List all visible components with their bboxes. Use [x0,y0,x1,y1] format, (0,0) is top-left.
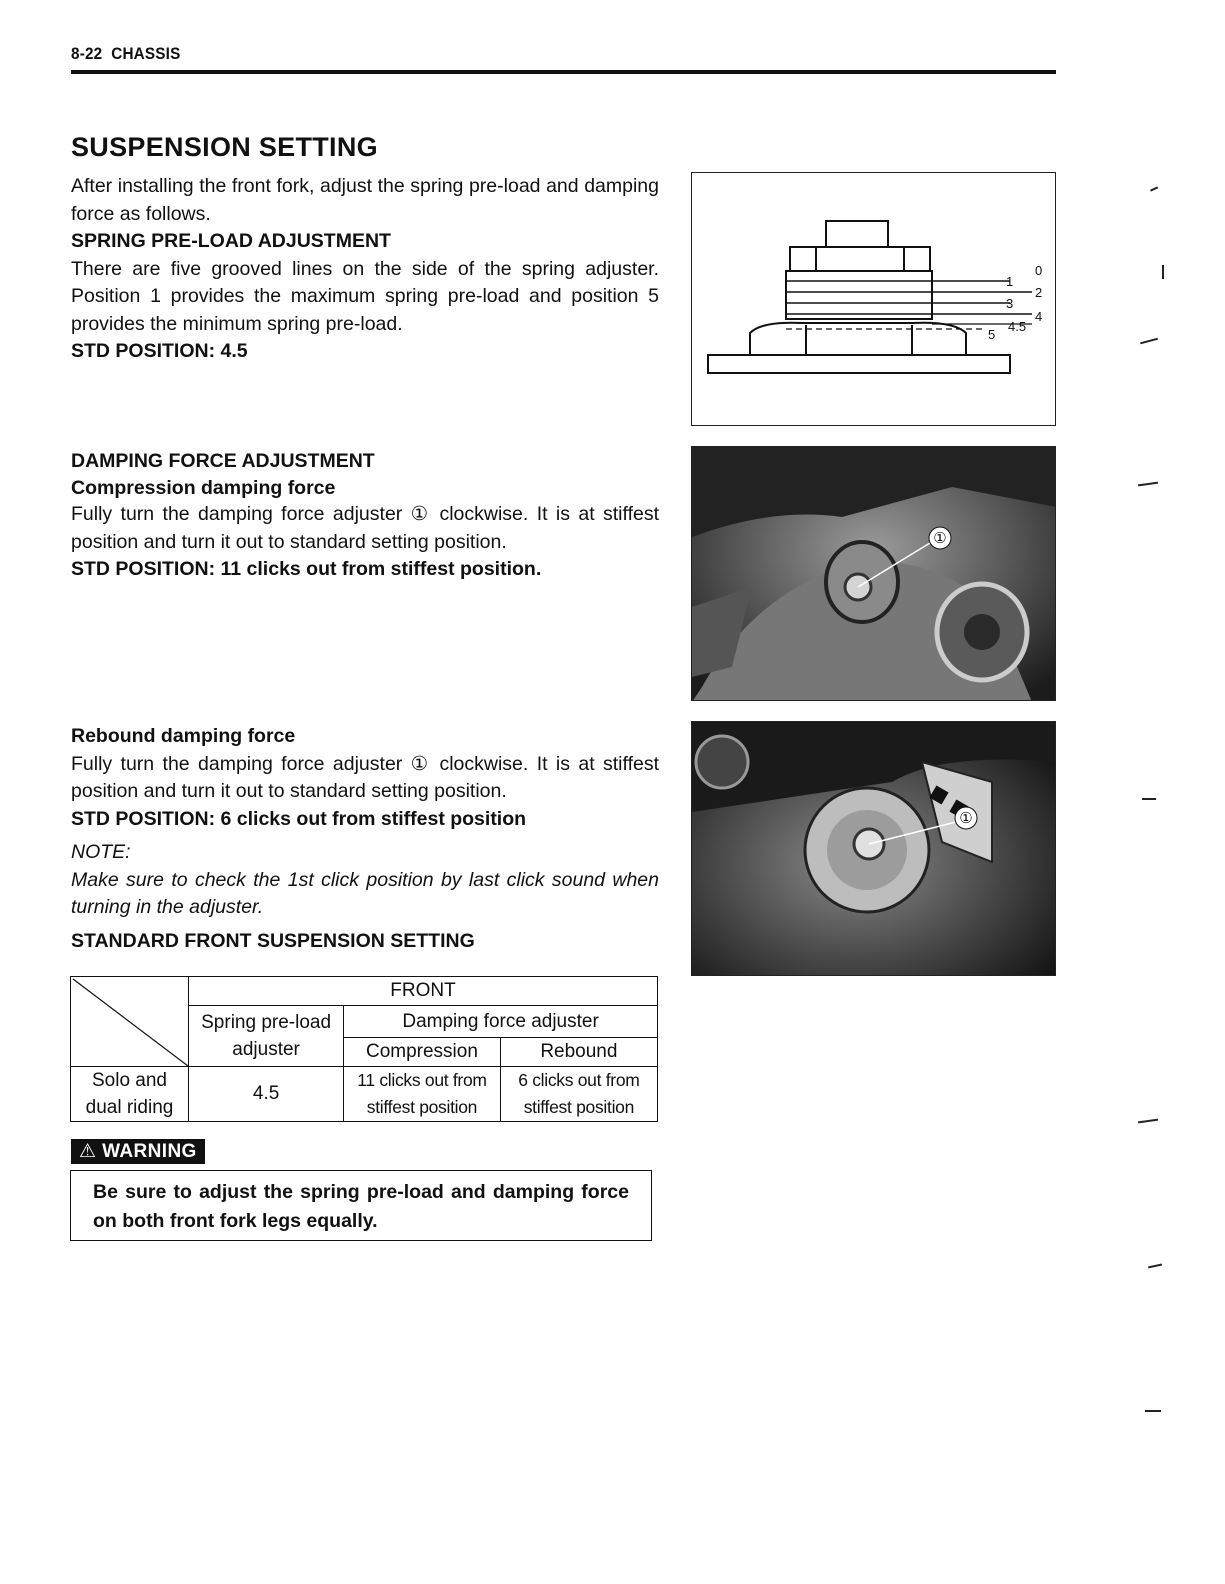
section-name: CHASSIS [111,44,181,63]
margin-mark [1140,338,1158,344]
compression-line1: 11 clicks out from [357,1070,487,1090]
table-corner [71,977,189,1067]
margin-mark [1138,482,1158,486]
rebound-section [71,723,659,955]
spring-col-header [189,1006,344,1067]
page-header [71,44,181,64]
rebound-adjuster-photo [691,721,1056,976]
rebound-value [500,1067,657,1122]
rebound-heading: Rebound damping force [71,725,296,747]
row-label-line1: Solo and [91,1070,167,1091]
compression-heading: Compression damping force [71,476,336,499]
header-rule [71,70,1056,74]
spring-col-line2: adjuster [232,1039,300,1060]
page-title: SUSPENSION SETTING [71,132,378,162]
damping-col-header: Damping force adjuster [344,1006,658,1038]
diagram-label-2: 2 [1035,285,1043,300]
rebound-photo-drawing [692,722,1056,976]
compression-photo-drawing [692,447,1056,701]
adjuster-drawing [692,173,1056,426]
margin-mark [1145,1410,1161,1412]
diagram-label-4: 4 [1035,309,1043,324]
intro-text: After installing the front fork, adjust the spring pre-load and damping force as follows. [71,175,659,225]
photo2-callout: ① [959,810,973,827]
spring-section [71,173,659,366]
front-header: FRONT [189,977,658,1006]
rebound-body: Fully turn the damping force adjuster ① clockwise. It is at stiffest position and turn it out to standard setting position. [71,752,659,802]
compression-section [71,448,659,583]
diagram-label-3: 3 [1006,296,1014,311]
settings-table [70,976,658,1122]
row-label [71,1067,189,1122]
diagonal-line [71,977,188,1066]
warning-tag: ⚠ WARNING [71,1139,205,1164]
rebound-line1: 6 clicks out from [518,1070,640,1090]
note-body: Make sure to check the 1st click position by last click sound when turning in the adjuster. [71,868,659,918]
compression-col-header: Compression [344,1038,501,1067]
photo1-callout: ① [933,530,947,547]
row-label-line2: dual riding [85,1097,174,1118]
margin-mark [1150,186,1158,191]
margin-mark [1162,265,1164,279]
margin-mark [1148,1264,1162,1268]
spring-heading: SPRING PRE-LOAD ADJUSTMENT [71,230,391,252]
damping-heading: DAMPING FORCE ADJUSTMENT [71,450,375,472]
spring-col-line1: Spring pre-load [201,1012,332,1033]
compression-body: Fully turn the damping force adjuster ① clockwise. It is at stiffest position and turn it out to standard setting position. [71,503,659,553]
compression-adjuster-photo [691,446,1056,701]
spring-body: There are five grooved lines on the side of the spring adjuster. Position 1 provides the maximum spring pre-load and position 5 provides the minimum spring pre-load. [71,257,659,335]
rebound-std: STD POSITION: 6 clicks out from stiffest position [71,807,527,830]
spring-adjuster-diagram [691,172,1056,426]
rebound-col-header: Rebound [500,1038,657,1067]
spring-std: STD POSITION: 4.5 [71,340,248,362]
compression-value [344,1067,501,1122]
margin-mark [1142,798,1156,800]
page-ref: 8-22 [71,44,103,63]
diagram-label-std: 4.5 [1008,319,1027,334]
warning-text: Be sure to adjust the spring pre-load and damping force on both front fork legs equally. [93,1181,629,1232]
rebound-line2: stiffest position [523,1097,635,1117]
table-caption: STANDARD FRONT SUSPENSION SETTING [71,929,475,952]
compression-std: STD POSITION: 11 clicks out from stiffest position. [71,558,542,580]
margin-mark [1138,1119,1158,1123]
diagram-label-1: 1 [1006,274,1014,289]
compression-line2: stiffest position [366,1097,478,1117]
diagram-label-0: 0 [1035,263,1043,278]
diagram-label-5: 5 [988,327,996,342]
note-label: NOTE: [71,841,131,863]
spring-value: 4.5 [189,1067,344,1122]
